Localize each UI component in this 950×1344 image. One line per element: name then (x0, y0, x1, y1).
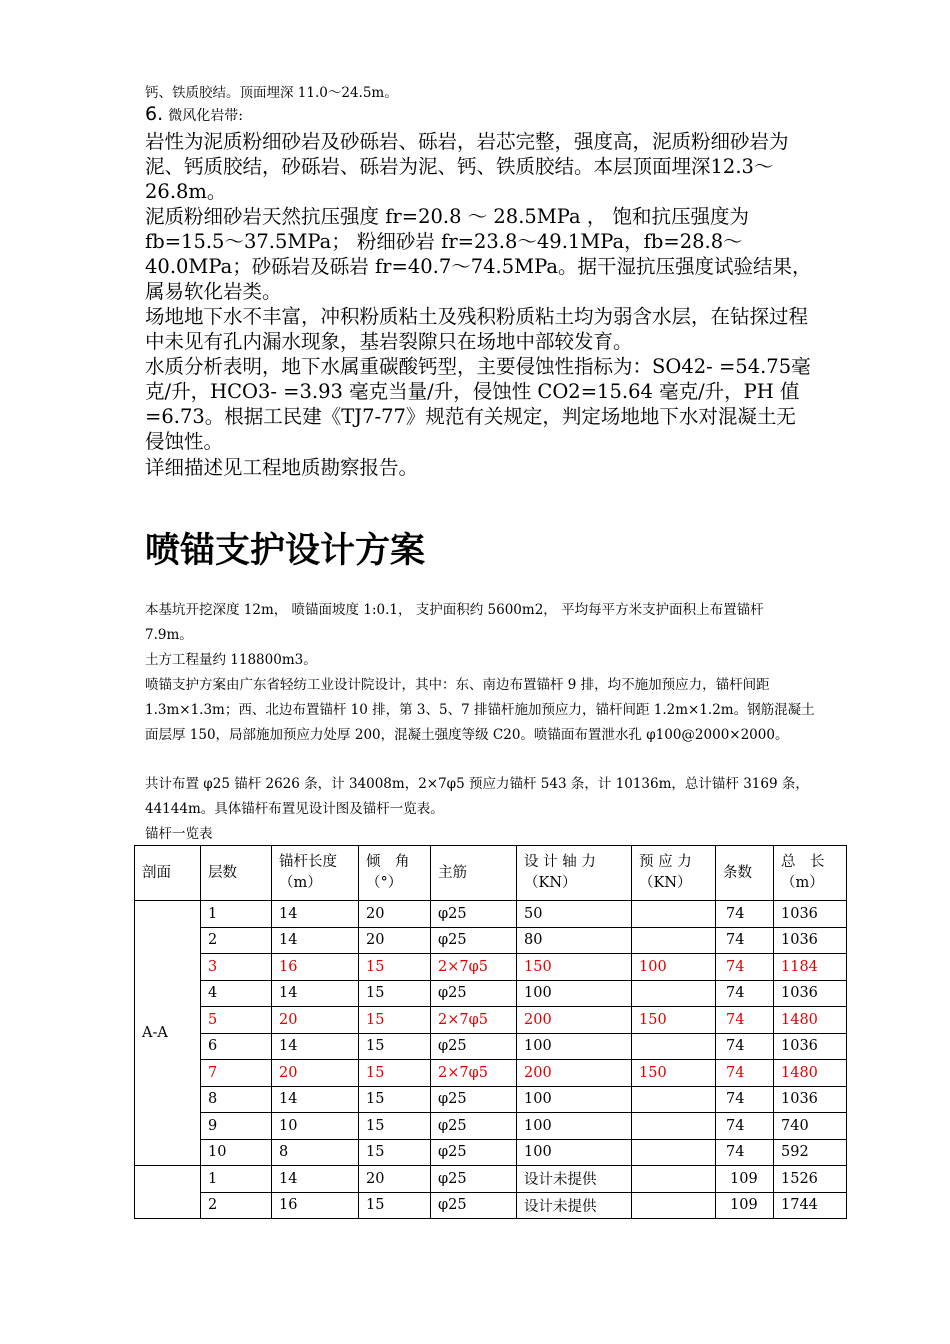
header-layer: 层数 (201, 846, 272, 901)
table-cell: 14 (272, 927, 359, 954)
table-cell: 74 (716, 954, 774, 981)
item6-title: 微风化岩带: (168, 108, 243, 124)
table-cell: 1036 (774, 927, 847, 954)
table-cell: 100 (632, 954, 716, 981)
table-cell: 设计未提供 (517, 1166, 632, 1193)
table-row (135, 1113, 847, 1140)
paragraph-groundwater: 场地地下水不丰富，冲积粉质粘土及残积粉质粘土均为弱含水层，在钻探过程中未见有孔内漏水现象，基岩裂隙只在场地中部较发育。 (145, 305, 809, 353)
table-cell: 20 (359, 901, 431, 928)
table-cell: 1 (201, 1166, 272, 1193)
table-cell: 15 (359, 954, 431, 981)
table-cell: 100 (517, 980, 632, 1007)
table-cell: 1744 (774, 1192, 847, 1219)
table-cell: 5 (201, 1007, 272, 1034)
table-row (135, 1192, 847, 1219)
table-cell: φ25 (431, 980, 517, 1007)
section-cell-empty (135, 1166, 201, 1219)
table-cell: 14 (272, 980, 359, 1007)
table-cell (632, 1033, 716, 1060)
table-cell: 10 (201, 1139, 272, 1166)
table-cell: 1036 (774, 980, 847, 1007)
table-cell: 1036 (774, 901, 847, 928)
table-cell: 200 (517, 1060, 632, 1087)
table-row (135, 1060, 847, 1087)
table-cell: 20 (359, 927, 431, 954)
table-cell: 15 (359, 1060, 431, 1087)
table-cell: 1 (201, 901, 272, 928)
table-cell: 74 (716, 1007, 774, 1034)
table-cell: 14 (272, 1086, 359, 1113)
table-row (135, 901, 847, 928)
table-cell: 80 (517, 927, 632, 954)
table-cell: 14 (272, 901, 359, 928)
table-cell: 9 (201, 1113, 272, 1140)
table-cell: 20 (359, 1166, 431, 1193)
paragraph-earthwork: 土方工程量约 118800m3。 (145, 652, 317, 668)
table-cell: 14 (272, 1166, 359, 1193)
table-cell: 3 (201, 954, 272, 981)
table-cell: 7 (201, 1060, 272, 1087)
table-header-row (135, 846, 847, 901)
table-cell: 109 (716, 1192, 774, 1219)
paragraph-line0: 钙、铁质胶结。顶面埋深 11.0～24.5m。 (145, 85, 398, 101)
table-cell: 8 (272, 1139, 359, 1166)
table-row (135, 927, 847, 954)
table-row (135, 1139, 847, 1166)
paragraph-water-analysis: 水质分析表明，地下水属重碳酸钙型，主要侵蚀性指标为：SO42- =54.75毫克/升，HCO3- =3.93 毫克当量/升，侵蚀性 CO2=15.64 毫克/升，PH 值=6.73。根据工民建《TJ7-77》规范有关规定，判定场地地下水对混凝土无侵蚀性。 (145, 355, 811, 453)
paragraph-anchor-total: 共计布置 φ25 锚杆 2626 条，计 34008m，2×7φ5 预应力锚杆 543 条，计 10136m，总计锚杆 3169 条，44144m。具体锚杆布置见设计图及锚杆一览表。 (145, 776, 809, 817)
table-cell: 1480 (774, 1060, 847, 1087)
table-cell: 16 (272, 954, 359, 981)
table-cell: 1184 (774, 954, 847, 981)
table-cell: 20 (272, 1007, 359, 1034)
table-cell: φ25 (431, 1033, 517, 1060)
table-cell: 74 (716, 1060, 774, 1087)
table-cell: 100 (517, 1139, 632, 1166)
header-angle: 倾 角（°） (359, 846, 431, 901)
table-cell: φ25 (431, 1166, 517, 1193)
table-caption: 锚杆一览表 (145, 826, 213, 842)
paragraph-rock: 岩性为泥质粉细砂岩及砂砾岩、砾岩，岩芯完整，强度高，泥质粉细砂岩为泥、钙质胶结，砂砾岩、砾岩为泥、钙、铁质胶结。本层顶面埋深12.3～26.8m。 (145, 130, 789, 203)
item6-number: 6. (145, 103, 164, 125)
table-cell (632, 1192, 716, 1219)
table-cell (632, 980, 716, 1007)
paragraph-design-summary: 本基坑开挖深度 12m， 喷锚面坡度 1:0.1， 支护面积约 5600m2， 平均每平方米支护面积上布置锚杆 7.9m。 (145, 602, 764, 643)
table-cell: 100 (517, 1086, 632, 1113)
table-cell: 1526 (774, 1166, 847, 1193)
table-cell: φ25 (431, 1086, 517, 1113)
table-cell: 15 (359, 1113, 431, 1140)
table-cell: 592 (774, 1139, 847, 1166)
table-cell: 740 (774, 1113, 847, 1140)
section-cell: A-A (135, 901, 201, 1166)
header-length: 锚杆长度（m） (272, 846, 359, 901)
table-cell: 15 (359, 980, 431, 1007)
table-cell: 2×7φ5 (431, 1060, 517, 1087)
header-total-length: 总 长（m） (774, 846, 847, 901)
table-cell: 109 (716, 1166, 774, 1193)
table-row (135, 1086, 847, 1113)
table-cell: 2×7φ5 (431, 954, 517, 981)
table-row (135, 1166, 847, 1193)
table-cell: 150 (517, 954, 632, 981)
paragraph-design-scheme: 喷锚支护方案由广东省轻纺工业设计院设计，其中：东、南边布置锚杆 9 排，均不施加预应力，锚杆间距 1.3m×1.3m；西、北边布置锚杆 10 排，第 3、5、7 排锚杆施加预应力，锚杆间距 1.2m×1.2m。钢筋混凝土面层厚 150，局部施加预应力处厚 200，混凝土强度等级 C20。喷锚面布置泄水孔 φ100@2000×2000。 (145, 677, 815, 743)
paragraph-strength: 泥质粉细砂岩天然抗压强度 fr=20.8 ～ 28.5MPa ， 饱和抗压强度为 fb=15.5～37.5MPa； 粉细砂岩 fr=23.8～49.1MPa，fb=28.8～40.0MPa；砂砾岩及砾岩 fr=40.7～74.5MPa。据干湿抗压强度试验结果，属易软化岩类。 (145, 205, 812, 303)
table-cell: 100 (517, 1033, 632, 1060)
anchor-table (134, 845, 847, 1219)
table-cell: φ25 (431, 1139, 517, 1166)
table-cell (632, 901, 716, 928)
table-cell: 1480 (774, 1007, 847, 1034)
table-cell: 设计未提供 (517, 1192, 632, 1219)
table-cell: 16 (272, 1192, 359, 1219)
table-cell: 20 (272, 1060, 359, 1087)
table-cell: 74 (716, 1139, 774, 1166)
table-cell (632, 1139, 716, 1166)
header-rebar: 主筋 (431, 846, 517, 901)
table-cell: 6 (201, 1033, 272, 1060)
table-cell: 74 (716, 901, 774, 928)
table-cell: 74 (716, 980, 774, 1007)
table-row (135, 980, 847, 1007)
table-cell: 74 (716, 1033, 774, 1060)
table-cell: 100 (517, 1113, 632, 1140)
table-cell: 14 (272, 1033, 359, 1060)
header-count: 条数 (716, 846, 774, 901)
table-row (135, 1007, 847, 1034)
item6-heading (145, 103, 815, 125)
table-cell: 15 (359, 1139, 431, 1166)
table-row (135, 954, 847, 981)
table-cell: 150 (632, 1060, 716, 1087)
table-cell: 15 (359, 1033, 431, 1060)
table-cell: 200 (517, 1007, 632, 1034)
table-cell: 2×7φ5 (431, 1007, 517, 1034)
table-cell: 150 (632, 1007, 716, 1034)
header-section: 剖面 (135, 846, 201, 901)
table-cell: φ25 (431, 901, 517, 928)
table-cell: 10 (272, 1113, 359, 1140)
header-prestress: 预 应 力（KN） (632, 846, 716, 901)
table-row (135, 1033, 847, 1060)
table-cell (632, 927, 716, 954)
table-cell: 1036 (774, 1033, 847, 1060)
table-cell: 2 (201, 1192, 272, 1219)
table-cell: 1036 (774, 1086, 847, 1113)
table-cell (632, 1113, 716, 1140)
table-cell: φ25 (431, 927, 517, 954)
table-cell (632, 1166, 716, 1193)
paragraph-reference: 详细描述见工程地质勘察报告。 (145, 456, 419, 479)
section-title: 喷锚支护设计方案 (145, 531, 426, 571)
table-cell: 15 (359, 1007, 431, 1034)
table-cell: φ25 (431, 1113, 517, 1140)
table-cell: 2 (201, 927, 272, 954)
table-cell: 50 (517, 901, 632, 928)
table-cell: 8 (201, 1086, 272, 1113)
table-cell: 15 (359, 1192, 431, 1219)
table-cell (632, 1086, 716, 1113)
table-cell: φ25 (431, 1192, 517, 1219)
table-cell: 74 (716, 1113, 774, 1140)
table-cell: 4 (201, 980, 272, 1007)
header-axial-force: 设 计 轴 力（KN） (517, 846, 632, 901)
table-cell: 74 (716, 1086, 774, 1113)
table-cell: 74 (716, 927, 774, 954)
table-cell: 15 (359, 1086, 431, 1113)
